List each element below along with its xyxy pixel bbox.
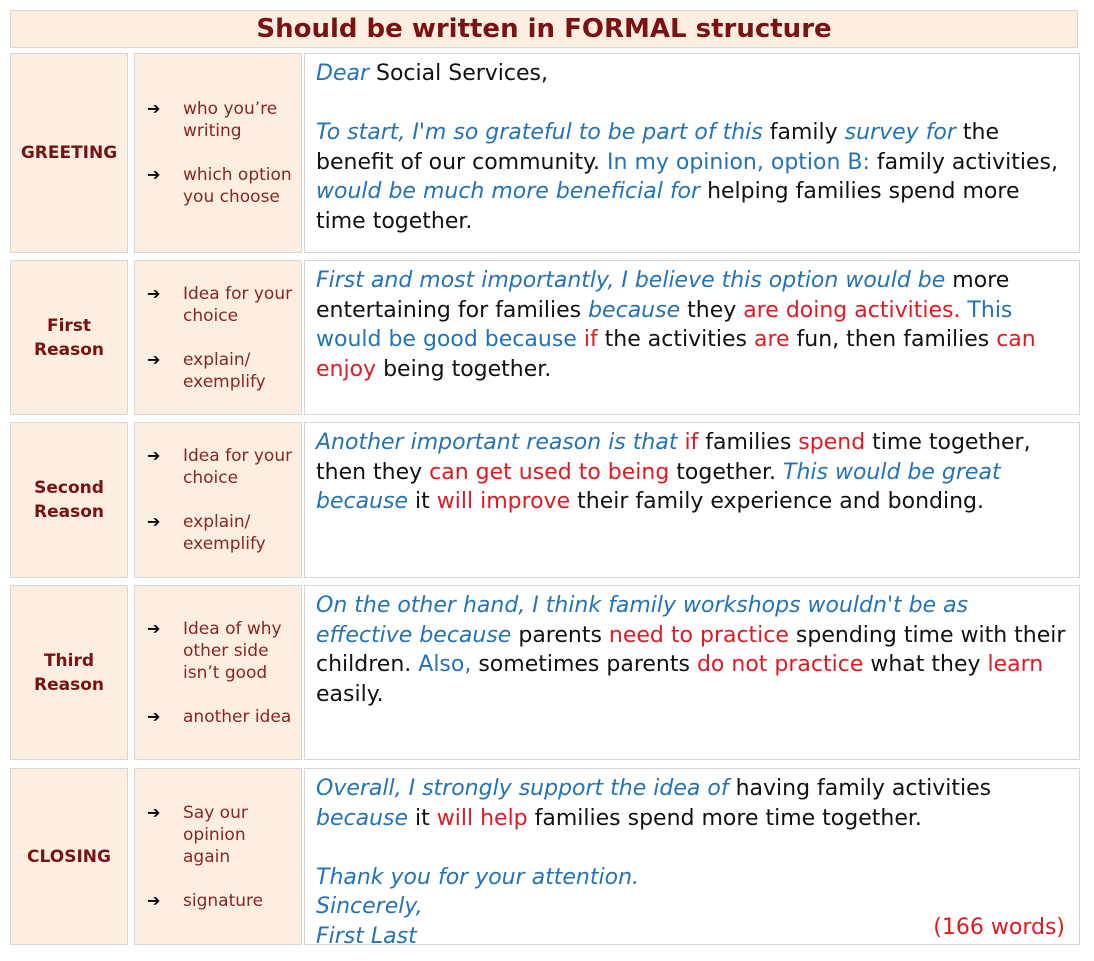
guideline-text: Say our opinion again xyxy=(183,802,248,867)
transition-phrase: First Last xyxy=(316,923,417,949)
section-label: GREETING xyxy=(10,53,128,253)
guideline-item xyxy=(135,802,301,868)
guideline-item xyxy=(135,618,301,684)
body-text: sometimes parents xyxy=(471,652,697,677)
section-label: CLOSING xyxy=(10,768,128,945)
guideline-item xyxy=(135,283,301,327)
body-text: it xyxy=(408,805,437,831)
guideline-text: another idea xyxy=(183,706,292,727)
transition-phrase: Dear xyxy=(316,61,370,86)
section-label: Third Reason xyxy=(10,585,128,760)
arrow-icon: ➔ xyxy=(147,446,161,465)
guideline-item xyxy=(135,98,301,142)
guideline-text: signature xyxy=(183,890,264,911)
body-text: family activities, xyxy=(869,149,1059,175)
key-phrase: will help xyxy=(436,805,528,831)
transition-phrase: because xyxy=(588,297,681,323)
transition-phrase: because xyxy=(316,805,409,831)
letter-paragraph xyxy=(304,53,1080,253)
key-phrase: if xyxy=(583,327,598,352)
body-text: families xyxy=(698,430,799,455)
word-count: (166 words) xyxy=(933,914,1065,940)
letter-paragraph xyxy=(304,768,1080,949)
guideline-item xyxy=(135,349,301,393)
body-text: being together. xyxy=(376,356,552,382)
body-text: the activities xyxy=(597,327,754,352)
key-phrase: learn xyxy=(987,652,1044,677)
arrow-icon: ➔ xyxy=(147,99,161,118)
body-text: fun, then families xyxy=(789,327,997,352)
guideline-item xyxy=(135,164,301,208)
guideline-item xyxy=(135,445,301,489)
key-phrase: are xyxy=(753,327,790,352)
guideline-item xyxy=(135,511,301,555)
body-text: family xyxy=(762,120,845,145)
body-text: easily. xyxy=(316,681,384,707)
body-text: the benefit of our community. xyxy=(316,120,1000,175)
body-text: families spend more time together. xyxy=(527,805,922,831)
body-text: it xyxy=(408,489,437,514)
section-row xyxy=(10,768,1080,949)
key-phrase: if xyxy=(684,430,699,455)
arrow-icon: ➔ xyxy=(147,618,161,638)
transition-phrase: This would be great because xyxy=(316,459,1001,514)
key-phrase: are doing activities. xyxy=(743,297,961,323)
guideline-text: explain/ exemplify xyxy=(183,512,266,554)
arrow-icon: ➔ xyxy=(147,802,161,822)
arrow-icon: ➔ xyxy=(147,165,161,184)
section-row xyxy=(10,585,1080,760)
key-phrase: need to practice xyxy=(608,622,789,648)
section-guidelines xyxy=(134,260,302,415)
guideline-item xyxy=(135,890,301,912)
arrow-icon: ➔ xyxy=(147,512,161,531)
body-text: spending time with their children. xyxy=(316,622,1066,677)
guideline-text: explain/ exemplify xyxy=(183,349,266,392)
section-guidelines xyxy=(134,768,302,945)
transition-phrase: Sincerely, xyxy=(316,894,423,919)
page-title: Should be written in FORMAL structure xyxy=(10,10,1078,48)
body-text: helping families spend more time together. xyxy=(316,179,1020,234)
guideline-text: Idea for your choice xyxy=(183,446,293,488)
key-phrase: spend xyxy=(798,430,866,455)
section-guidelines xyxy=(134,585,302,760)
transition-phrase: would be much more beneficial for xyxy=(316,179,701,204)
transition-phrase: Also, xyxy=(418,652,472,677)
arrow-icon: ➔ xyxy=(147,349,161,369)
section-row xyxy=(10,260,1080,415)
arrow-icon: ➔ xyxy=(147,283,161,303)
section-guidelines xyxy=(134,53,302,253)
transition-phrase: survey for xyxy=(844,120,956,145)
arrow-icon: ➔ xyxy=(147,890,161,910)
body-text: more entertaining for families xyxy=(316,268,1010,323)
key-phrase: can enjoy xyxy=(316,327,1036,382)
section-label: Second Reason xyxy=(10,422,128,578)
section-row xyxy=(10,53,1080,253)
guideline-text: who you’re writing xyxy=(183,99,278,141)
transition-phrase: To start, I'm so grateful to be part of this xyxy=(316,120,763,145)
transition-phrase: First and most importantly, I believe this option would be xyxy=(316,268,946,293)
body-text: they xyxy=(680,297,744,323)
key-phrase: will improve xyxy=(436,489,571,514)
transition-phrase: In my opinion, option B: xyxy=(607,149,870,175)
transition-phrase: This would be good because xyxy=(316,297,1013,352)
section-guidelines xyxy=(134,422,302,578)
guideline-text: Idea for your choice xyxy=(183,283,293,326)
guideline-text: Idea of why other side isn’t good xyxy=(183,618,282,683)
arrow-icon: ➔ xyxy=(147,706,161,726)
section-row xyxy=(10,422,1080,578)
body-text: together. xyxy=(669,459,784,485)
body-text: Social Services, xyxy=(369,61,548,86)
transition-phrase: On the other hand, I think family workshops wouldn't be as effective because xyxy=(316,593,969,648)
letter-paragraph xyxy=(304,260,1080,415)
guideline-item xyxy=(135,706,301,728)
letter-paragraph xyxy=(304,422,1080,578)
transition-phrase: Another important reason is that xyxy=(316,430,678,455)
body-text: having family activities xyxy=(728,776,992,801)
key-phrase: can get used to being xyxy=(429,459,670,485)
body-text: what they xyxy=(863,652,988,677)
guideline-text: which option you choose xyxy=(183,165,292,207)
transition-phrase: Thank you for your attention. xyxy=(316,864,640,890)
body-text: time together, then they xyxy=(316,430,1031,485)
body-text: parents xyxy=(511,622,609,648)
transition-phrase: Overall, I strongly support the idea of xyxy=(316,776,729,801)
section-label: First Reason xyxy=(10,260,128,415)
key-phrase: do not practice xyxy=(696,652,864,677)
body-text: their family experience and bonding. xyxy=(570,489,984,514)
letter-paragraph xyxy=(304,585,1080,760)
